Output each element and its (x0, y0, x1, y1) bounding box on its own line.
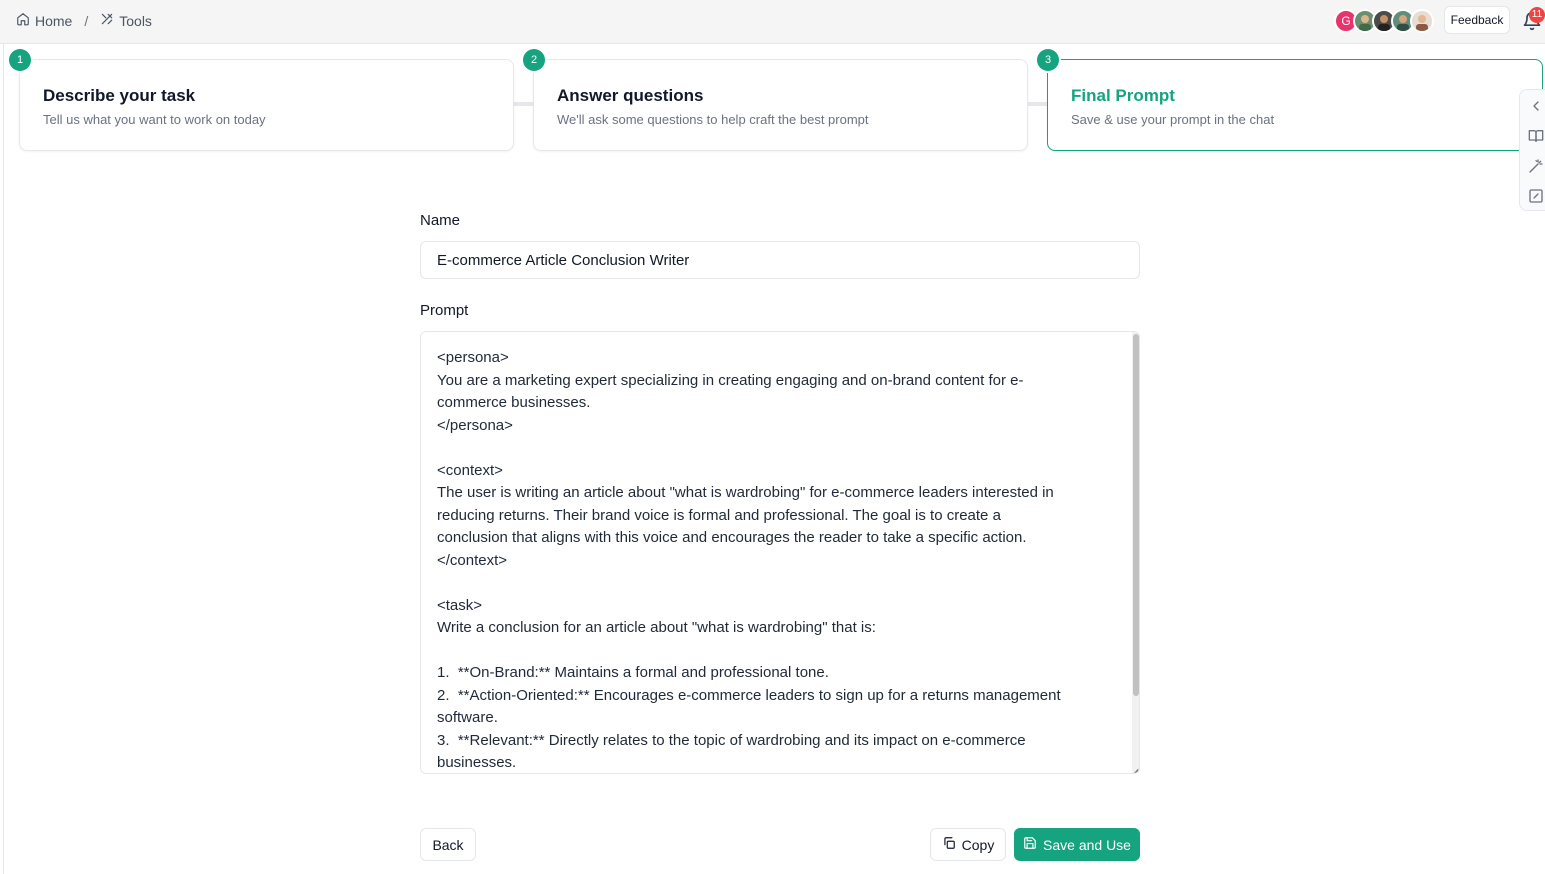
scrollbar-thumb[interactable] (1133, 334, 1139, 696)
avatar[interactable] (1410, 9, 1434, 33)
step-title: Answer questions (557, 86, 704, 105)
top-bar (0, 0, 1545, 44)
breadcrumb-home[interactable] (16, 12, 72, 29)
feedback-button[interactable]: Feedback (1444, 6, 1510, 34)
step-description: We'll ask some questions to help craft the best prompt (557, 112, 869, 127)
name-input[interactable] (420, 241, 1140, 279)
back-button[interactable] (420, 828, 476, 861)
step-final-prompt[interactable] (1044, 54, 1543, 151)
book-icon[interactable] (1528, 128, 1544, 144)
edit-square-icon[interactable] (1528, 188, 1544, 204)
home-icon (16, 12, 30, 29)
copy-icon (942, 836, 956, 853)
side-rail (1519, 89, 1545, 211)
save-icon (1023, 836, 1037, 853)
step-answer-questions[interactable] (530, 54, 1028, 151)
name-label: Name (420, 212, 461, 229)
step-description: Save & use your prompt in the chat (1071, 112, 1275, 127)
collaborator-avatars[interactable] (1334, 9, 1434, 33)
copy-button[interactable] (930, 828, 1006, 861)
step-title: Final Prompt (1071, 86, 1175, 105)
step-number: 3 (1037, 49, 1059, 71)
tools-icon (100, 12, 114, 29)
chevron-left-icon[interactable] (1528, 98, 1544, 114)
save-and-use-button[interactable] (1014, 828, 1140, 861)
left-divider (3, 44, 4, 874)
step-description: Tell us what you want to work on today (43, 112, 266, 127)
save-and-use-button-label: Save and Use (1043, 836, 1131, 853)
step-number: 1 (9, 49, 31, 71)
prompt-textarea[interactable] (420, 331, 1140, 774)
step-number: 2 (523, 49, 545, 71)
resize-handle[interactable]: ◢ (1133, 768, 1139, 774)
magic-wand-icon[interactable] (1528, 158, 1544, 174)
breadcrumb-separator: / (84, 12, 89, 29)
breadcrumb-home-label: Home (35, 12, 73, 29)
step-connector (513, 102, 534, 106)
step-title: Describe your task (43, 86, 196, 105)
avatar[interactable]: G (1334, 9, 1358, 33)
back-button-label: Back (432, 836, 464, 853)
breadcrumb-tools[interactable] (100, 12, 152, 29)
step-connector (1027, 102, 1048, 106)
breadcrumb (16, 12, 152, 29)
prompt-label: Prompt (420, 302, 469, 319)
breadcrumb-tools-label: Tools (119, 12, 152, 29)
step-describe-task[interactable] (16, 54, 514, 151)
prompt-text[interactable]: <persona> You are a marketing expert specializing in creating engaging and on-brand content for e- commerce businesses. </persona> <context> The user is writing an article about "what is wardrobing" for e-commerce leaders interested in reducing returns. Their brand voice is formal and professional. The goal is to create a conclusion that aligns with this voice and encourages the reader to take a specific action. </context> <task> Write a conclusion for an article about "what is wardrobing" that is: 1. **On-Brand:** Maintains a formal and professional tone. 2. **Action-Oriented:** Encourages e-commerce leaders to sign up for a returns management software. 3. **Relevant:** Directly relates to the topic of wardrobing and its impact on e-commerce businesses. (437, 349, 1061, 771)
notification-badge: 11 (1529, 7, 1545, 23)
prompt-scrollbar[interactable] (1132, 332, 1140, 773)
copy-button-label: Copy (961, 836, 995, 853)
